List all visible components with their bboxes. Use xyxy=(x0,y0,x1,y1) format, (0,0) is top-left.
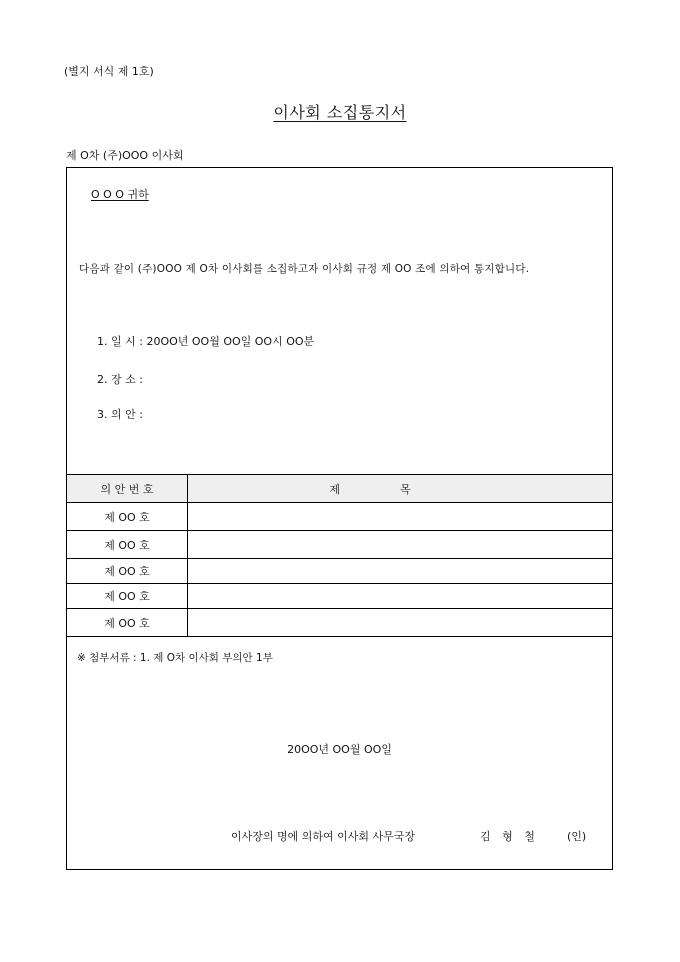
signer-name: 김 형 철 xyxy=(480,830,539,843)
form-number: (별지 서식 제 1호) xyxy=(64,65,154,78)
item-agenda xyxy=(97,406,143,422)
table-row xyxy=(67,584,612,609)
session-label: 제 O차 (주)OOO 이사회 xyxy=(66,149,184,162)
agenda-table xyxy=(67,474,612,637)
agenda-number-cell: 제 OO 호 xyxy=(67,531,188,559)
subject-cell xyxy=(188,584,613,609)
header-agenda-number: 의 안 번 호 xyxy=(67,475,188,503)
attachment-note: ※ 첨부서류 : 1. 제 O차 이사회 부의안 1부 xyxy=(77,652,273,664)
document-title xyxy=(0,100,680,123)
subject-cell xyxy=(188,503,613,531)
table-row xyxy=(67,559,612,584)
issue-date: 20OO년 OO월 OO일 xyxy=(287,743,392,756)
subject-cell xyxy=(188,559,613,584)
item-label: 2. 장 소 : xyxy=(97,373,143,386)
item-value: 20OO년 OO월 OO일 OO시 OO분 xyxy=(146,335,315,348)
agenda-number-cell: 제 OO 호 xyxy=(67,559,188,584)
notice-box xyxy=(66,167,613,870)
table-row xyxy=(67,531,612,559)
table-row xyxy=(67,503,612,531)
item-label: 3. 의 안 : xyxy=(97,408,143,421)
signer-title: 이사장의 명에 의하여 이사회 사무국장 xyxy=(231,830,416,843)
table-row xyxy=(67,609,612,637)
item-place xyxy=(97,371,143,387)
agenda-number-cell: 제 OO 호 xyxy=(67,609,188,637)
seal-mark: (인) xyxy=(567,830,587,843)
subject-cell xyxy=(188,531,613,559)
body-text: 다음과 같이 (주)OOO 제 O차 이사회를 소집하고자 이사회 규정 제 OO 조에 의하여 통지합니다. xyxy=(79,263,530,275)
table-header-row xyxy=(67,475,612,503)
header-subject xyxy=(188,475,613,503)
subject-cell xyxy=(188,609,613,637)
header-subject-text: 제목 xyxy=(329,482,471,496)
agenda-number-cell: 제 OO 호 xyxy=(67,584,188,609)
agenda-number-cell: 제 OO 호 xyxy=(67,503,188,531)
item-datetime xyxy=(97,333,314,349)
recipient: O O O 귀하 xyxy=(91,188,149,201)
document-title-text: 이사회 소집통지서 xyxy=(273,103,407,122)
item-label: 1. 일 시 : xyxy=(97,335,143,348)
